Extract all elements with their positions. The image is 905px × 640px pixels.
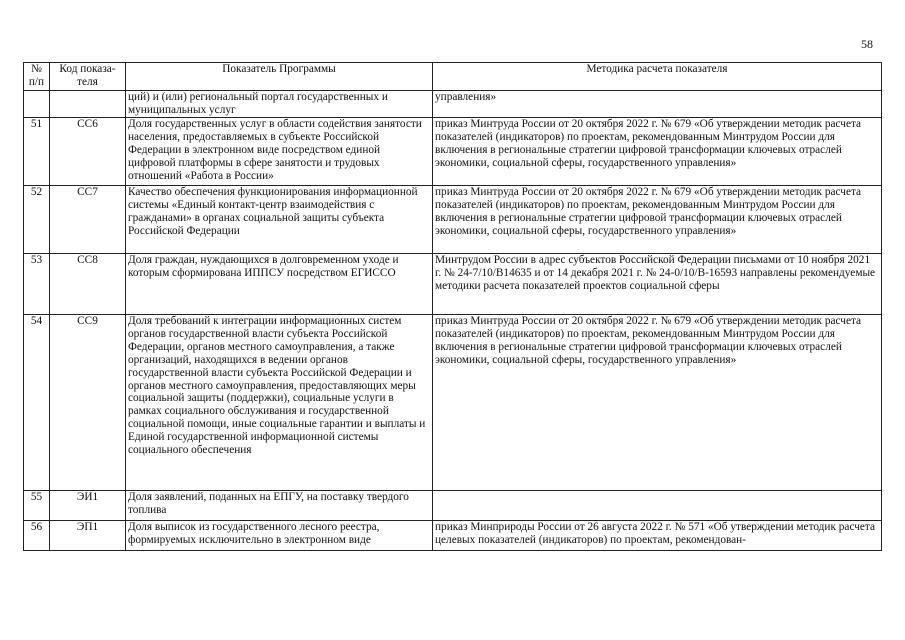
- cell-num: 56: [24, 521, 50, 551]
- table-row: [24, 118, 882, 186]
- cell-indicator: Доля требований к интеграции информационных систем органов государственной власти субъекта Российской Федерации, органов местного самоуправления, а также организаций, находящихся в ведении органов государственной власти субъекта Российской Федерации и органов местного самоуправления, предоставляющих меры социальной защиты (поддержки), социальные услуги в рамках социального обслуживания и государственной социальной помощи, иные социальные гарантии и выплаты и Единой государственной информационной системы социального обеспечения: [126, 315, 433, 491]
- table-row: [24, 491, 882, 521]
- cell-indicator: Доля выписок из государственного лесного реестра, формируемых исключительно в электронном виде: [126, 521, 433, 551]
- cell-indicator: Доля государственных услуг в области содействия занятости населения, предоставляемых в субъекте Российской Федерации в электронном виде посредством единой цифровой платформы в сфере занятости и трудовых отношений «Работа в России»: [126, 118, 433, 186]
- table-row-continuation: [24, 91, 882, 118]
- header-method: Методика расчета показателя: [433, 63, 882, 91]
- cell-indicator: Доля заявлений, поданных на ЕПГУ, на поставку твердого топлива: [126, 491, 433, 521]
- cell-method: приказ Минприроды России от 26 августа 2022 г. № 571 «Об утверждении методик расчета целевых показателей (индикаторов) по проектам, рекомендован-: [433, 521, 882, 551]
- cell-code: ЭИ1: [50, 491, 126, 521]
- header-num: № п/п: [24, 63, 50, 91]
- table-row: [24, 254, 882, 315]
- cell-num: 55: [24, 491, 50, 521]
- cell-method: приказ Минтруда России от 20 октября 2022 г. № 679 «Об утверждении методик расчета показателей (индикаторов) по проектам, рекомендованным Минтрудом России для включения в региональные стратегии цифровой трансформации ключевых отраслей экономики, социальной сферы, государственного управления»: [433, 186, 882, 254]
- cell-num: 54: [24, 315, 50, 491]
- cell-num: [24, 91, 50, 118]
- cell-code: СС9: [50, 315, 126, 491]
- page-number: 58: [861, 37, 873, 51]
- cell-code: ЭП1: [50, 521, 126, 551]
- table-row: [24, 521, 882, 551]
- cell-code: СС7: [50, 186, 126, 254]
- cell-method: приказ Минтруда России от 20 октября 2022 г. № 679 «Об утверждении методик расчета показателей (индикаторов) по проектам, рекомендованным Минтрудом России для включения в региональные стратегии цифровой трансформации ключевых отраслей экономики, социальной сферы, государственного управления»: [433, 118, 882, 186]
- table-row: [24, 186, 882, 254]
- cell-num: 52: [24, 186, 50, 254]
- cell-method: управления»: [433, 91, 882, 118]
- cell-method: приказ Минтруда России от 20 октября 2022 г. № 679 «Об утверждении методик расчета показателей (индикаторов) по проектам, рекомендованным Минтрудом России для включения в региональные стратегии цифровой трансформации ключевых отраслей экономики, социальной сферы, государственного управления»: [433, 315, 882, 491]
- cell-code: СС6: [50, 118, 126, 186]
- table-header-row: [24, 63, 882, 91]
- header-indicator: Показатель Программы: [126, 63, 433, 91]
- cell-code: [50, 91, 126, 118]
- cell-num: 51: [24, 118, 50, 186]
- header-code: Код показа-теля: [50, 63, 126, 91]
- indicators-table: [23, 62, 882, 551]
- cell-indicator: ций) и (или) региональный портал государственных и муниципальных услуг: [126, 91, 433, 118]
- cell-num: 53: [24, 254, 50, 315]
- cell-method: Минтрудом России в адрес субъектов Российской Федерации письмами от 10 ноября 2021 г. № 24-7/10/В14635 и от 14 декабря 2021 г. № 24-0/10/В-16593 направлены рекомендуемые методики расчета показателей проектов социальной сферы: [433, 254, 882, 315]
- cell-code: СС8: [50, 254, 126, 315]
- cell-method: [433, 491, 882, 521]
- table-row: [24, 315, 882, 491]
- cell-indicator: Качество обеспечения функционирования информационной системы «Единый контакт-центр взаимодействия с гражданами» в органах социальной защиты субъекта Российской Федерации: [126, 186, 433, 254]
- cell-indicator: Доля граждан, нуждающихся в долговременном уходе и которым сформирована ИППСУ посредством ЕГИССО: [126, 254, 433, 315]
